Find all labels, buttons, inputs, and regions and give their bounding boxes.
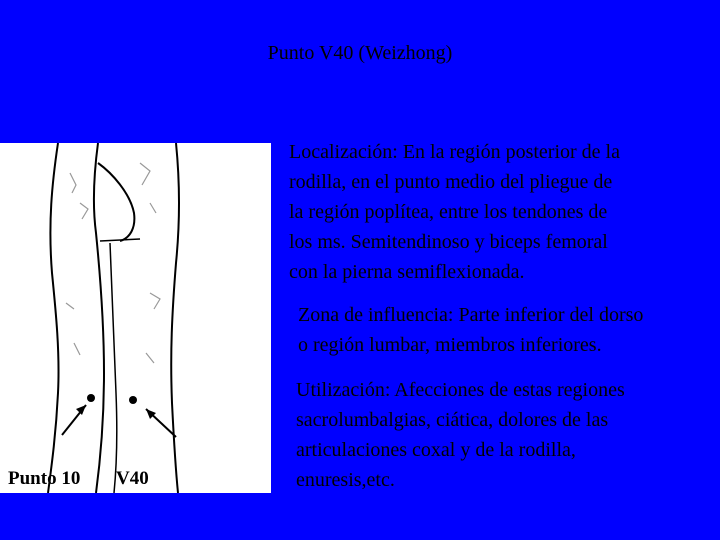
text-line: enuresis,etc. xyxy=(296,469,395,491)
slide-title-text: Punto V40 (Weizhong) xyxy=(267,42,453,64)
text-line: Utilización: Afecciones de estas regiones xyxy=(296,379,625,401)
leg-outline-inner xyxy=(110,243,117,493)
text-line: con la pierna semiflexionada. xyxy=(289,261,525,283)
v40-label: V40 xyxy=(116,468,149,489)
localizacion-paragraph xyxy=(289,137,620,287)
leg-drawing xyxy=(0,143,271,493)
text-line: la región poplítea, entre los tendones de xyxy=(289,201,608,223)
utilizacion-paragraph xyxy=(296,375,625,495)
leg-outline-left xyxy=(48,143,59,493)
leg-outline-middle xyxy=(94,143,104,493)
leg-outline-right xyxy=(171,143,179,493)
v40-dot xyxy=(129,396,137,404)
leg-illustration xyxy=(0,143,271,493)
text-line: los ms. Semitendinoso y biceps femoral xyxy=(289,231,608,253)
slide-title xyxy=(0,42,720,65)
text-line: Localización: En la región posterior de la xyxy=(289,141,620,163)
text-line: articulaciones coxal y de la rodilla, xyxy=(296,439,576,461)
buttock-curve xyxy=(98,163,134,241)
text-line: Zona de influencia: Parte inferior del dorso xyxy=(298,304,644,326)
zona-paragraph xyxy=(298,300,643,360)
text-line: rodilla, en el punto medio del pliegue de xyxy=(289,171,613,193)
punto-10-dot xyxy=(87,394,95,402)
gluteal-fold-marker xyxy=(100,239,140,241)
punto-10-arrowhead xyxy=(76,405,86,415)
punto-10-label: Punto 10 xyxy=(8,468,81,489)
text-line: sacrolumbalgias, ciática, dolores de las xyxy=(296,409,609,431)
text-line: o región lumbar, miembros inferiores. xyxy=(298,334,602,356)
